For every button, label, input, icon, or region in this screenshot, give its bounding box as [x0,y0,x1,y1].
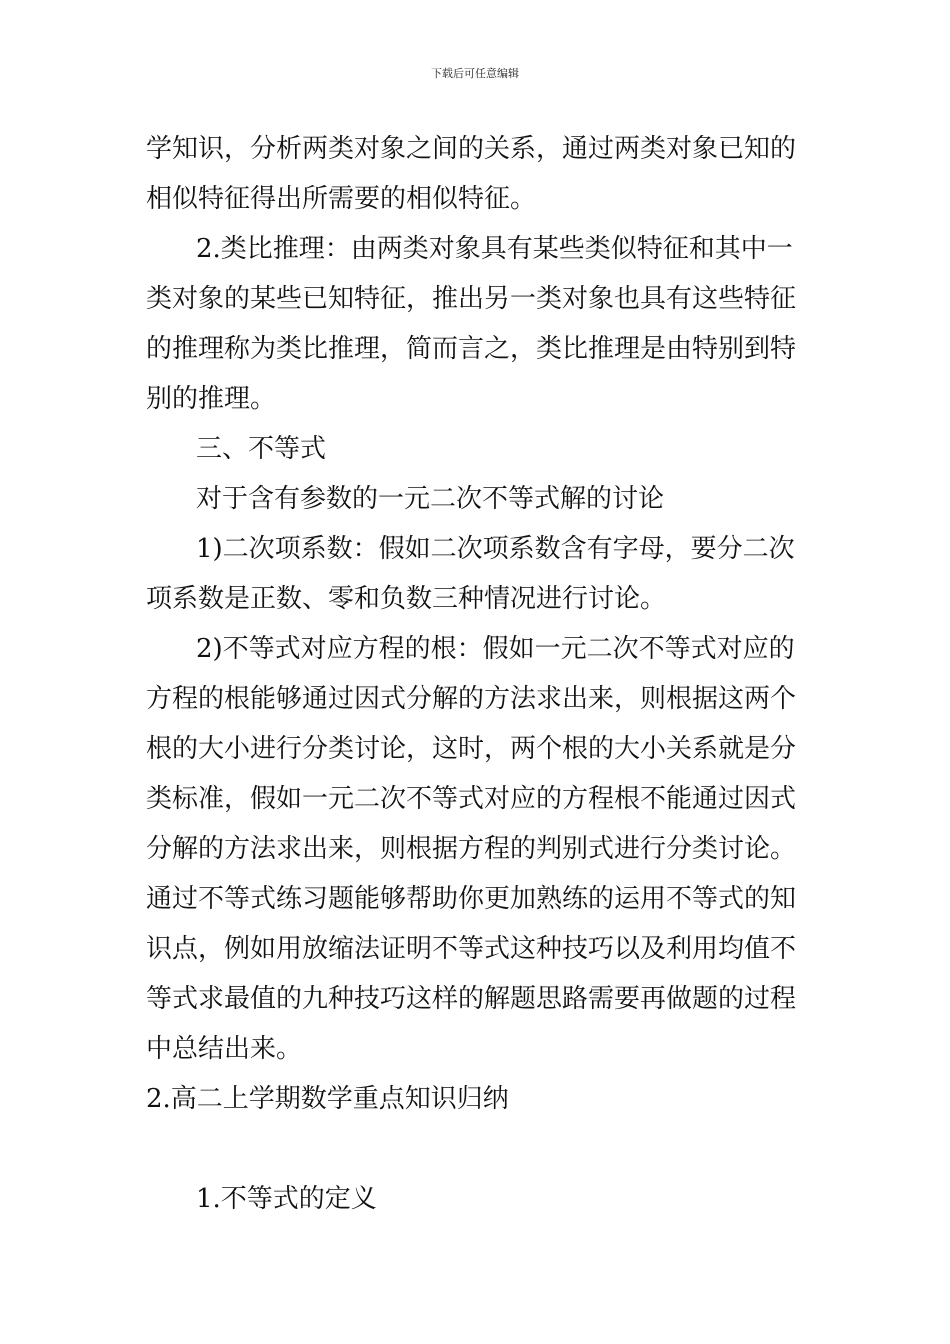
text-line: 的推理称为类比推理，简而言之，类比推理是由特别到特 [146,334,797,364]
text-line: 方程的根能够通过因式分解的方法求出来，则根据这两个 [146,684,797,714]
text-line: 类标准，假如一元二次不等式对应的方程根不能通过因式 [146,784,797,814]
text-line: 学知识，分析两类对象之间的关系，通过两类对象已知的 [146,134,797,164]
subsection-heading: 1.不等式的定义 [196,1184,377,1214]
text-line: 分解的方法求出来，则根据方程的判别式进行分类讨论。 [146,834,797,864]
text-line: 1)二次项系数：假如二次项系数含有字母，要分二次 [196,534,795,564]
page-header: 下载后可任意编辑 [431,67,519,80]
text-line: 等式求最值的九种技巧这样的解题思路需要再做题的过程 [146,984,797,1014]
text-line: 别的推理。 [146,384,277,414]
text-line: 通过不等式练习题能够帮助你更加熟练的运用不等式的知 [146,884,797,914]
text-line: 2.类比推理：由两类对象具有某些类似特征和其中一 [196,234,793,264]
text-line: 类对象的某些已知特征，推出另一类对象也具有这些特征 [146,284,797,314]
text-line: 中总结出来。 [146,1034,303,1064]
text-line: 根的大小进行分类讨论，这时，两个根的大小关系就是分 [146,734,797,764]
section-heading: 2.高二上学期数学重点知识归纳 [146,1084,509,1114]
text-line: 识点，例如用放缩法证明不等式这种技巧以及利用均值不 [146,934,797,964]
text-line: 对于含有参数的一元二次不等式解的讨论 [196,484,665,514]
text-line: 相似特征得出所需要的相似特征。 [146,184,537,214]
text-line: 2)不等式对应方程的根：假如一元二次不等式对应的 [196,634,795,664]
section-heading: 三、不等式 [196,434,327,464]
text-line: 项系数是正数、零和负数三种情况进行讨论。 [146,584,667,614]
